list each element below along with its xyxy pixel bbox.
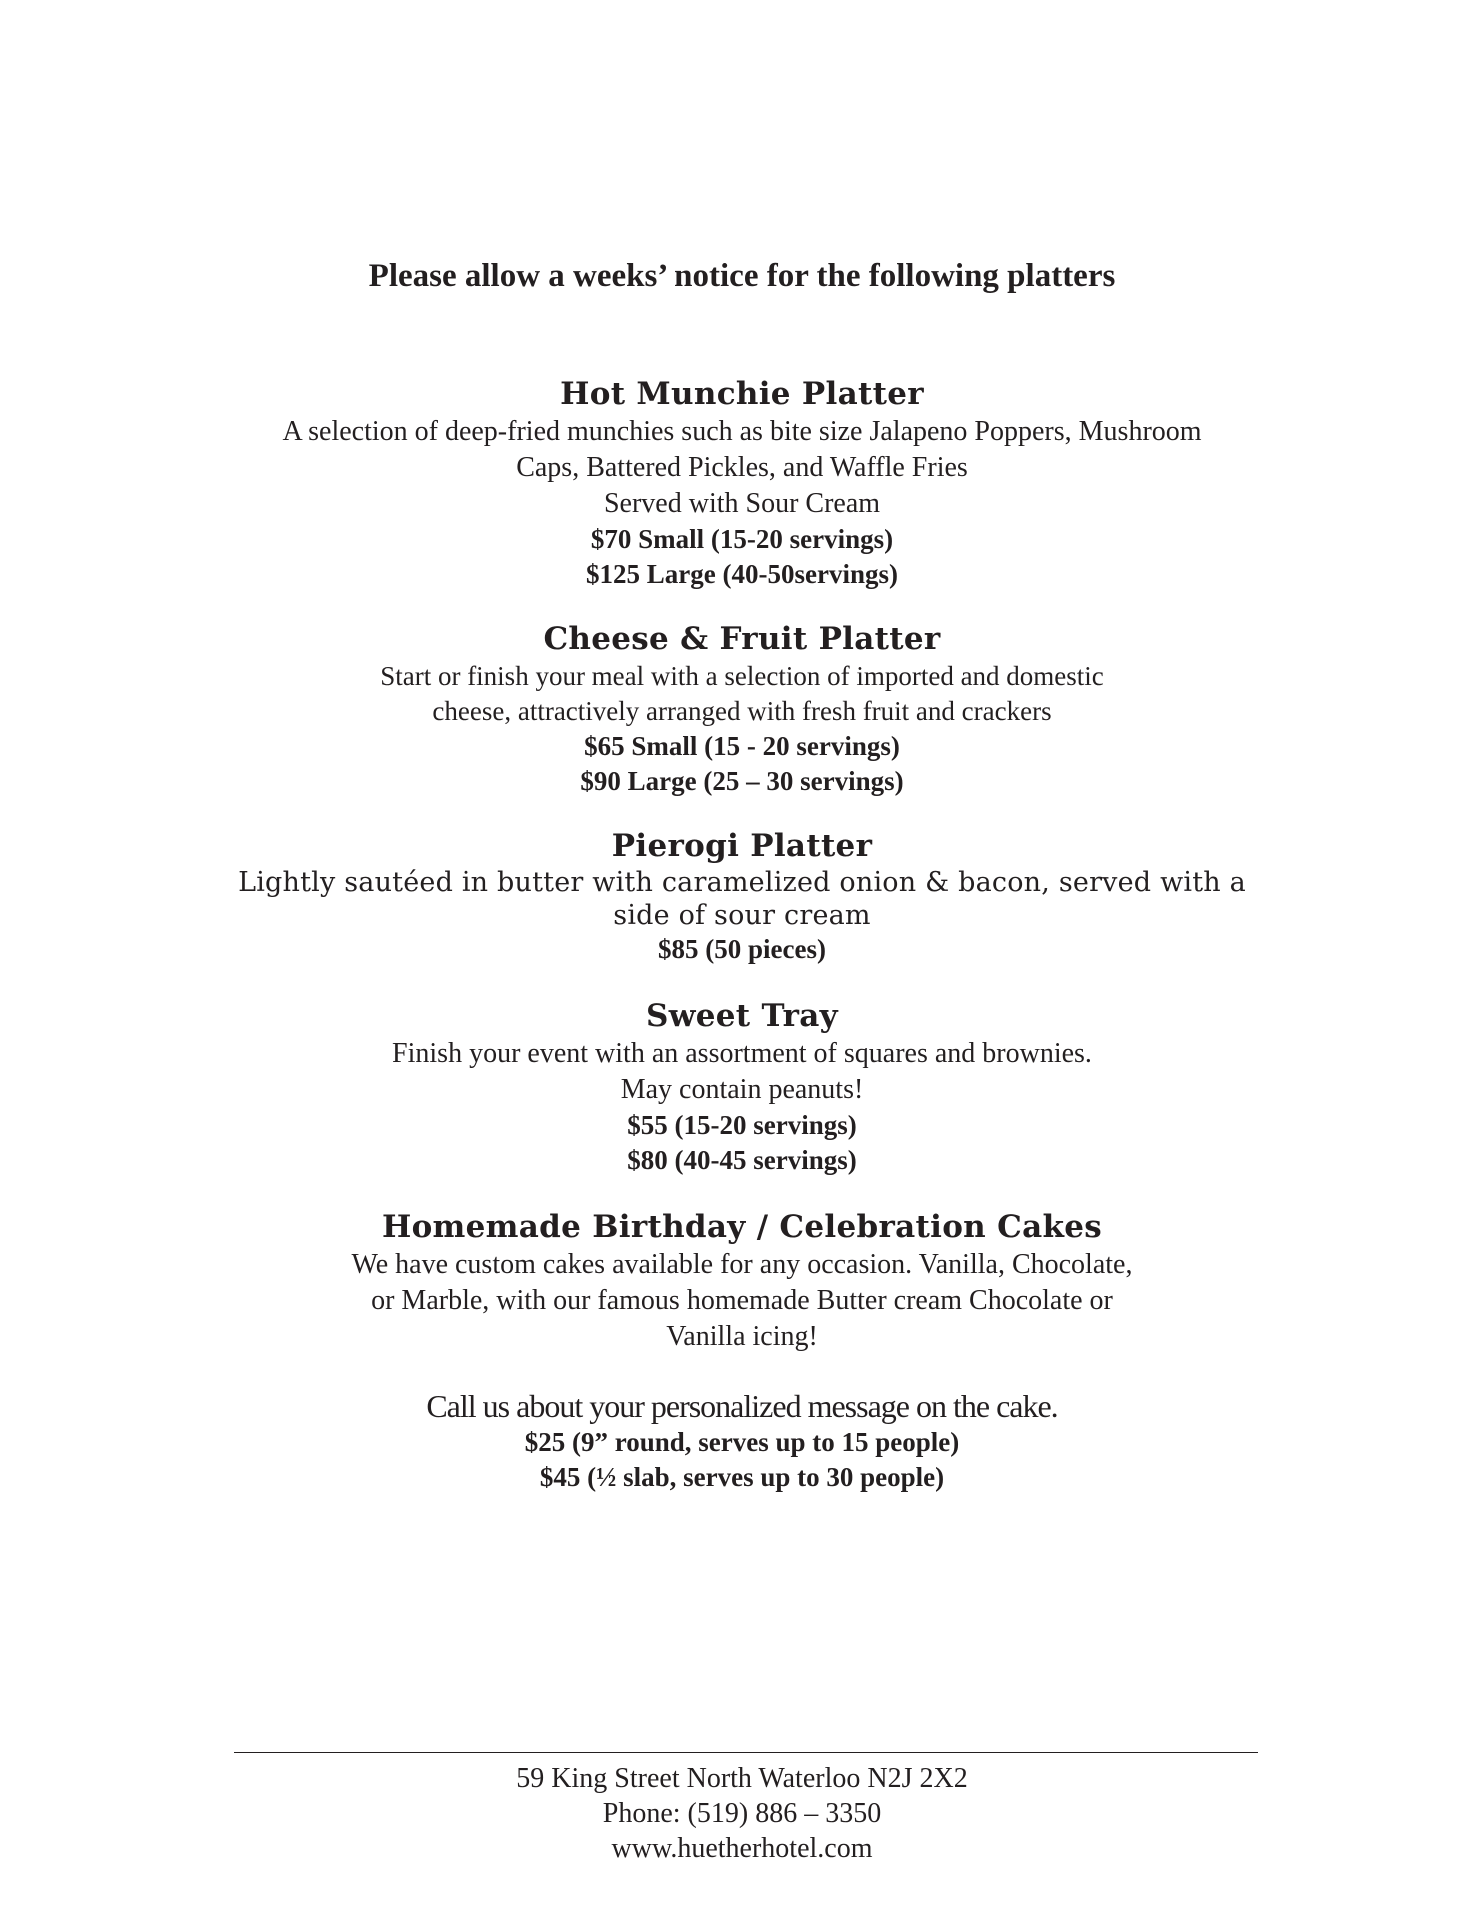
section-title: Homemade Birthday / Celebration Cakes	[381, 1209, 1103, 1245]
section-description: or Marble, with our famous homemade Butter cream Chocolate or	[371, 1285, 1113, 1316]
price-line: $80 (40-45 servings)	[627, 1145, 857, 1175]
section-hot-munchie-platter	[150, 374, 1334, 592]
section-celebration-cakes	[150, 1207, 1334, 1495]
section-title: Hot Munchie Platter	[560, 376, 924, 412]
section-description: Served with Sour Cream	[603, 488, 881, 519]
section-description: side of sour cream	[613, 900, 871, 931]
price-line: $125 Large (40-50servings)	[586, 559, 898, 589]
section-pierogi-platter	[150, 826, 1334, 967]
price-line: $45 (½ slab, serves up to 30 people)	[539, 1462, 945, 1492]
price-line: $25 (9” round, serves up to 15 people)	[524, 1427, 960, 1457]
footer-divider	[234, 1752, 1258, 1753]
price-line: $90 Large (25 – 30 servings)	[580, 766, 904, 796]
footer	[0, 1761, 1484, 1866]
price-line: $65 Small (15 - 20 servings)	[584, 731, 900, 761]
footer-phone: Phone: (519) 886 – 3350	[602, 1798, 882, 1829]
section-description: Lightly sautéed in butter with caramelized onion & bacon, served with a	[238, 867, 1246, 898]
section-description: A selection of deep-fried munchies such as bite size Jalapeno Poppers, Mushroom	[282, 416, 1202, 447]
cake-message-callout: Call us about your personalized message on the cake.	[426, 1388, 1058, 1424]
footer-website: www.huetherhotel.com	[611, 1833, 873, 1864]
section-description: We have custom cakes available for any occasion. Vanilla, Chocolate,	[351, 1249, 1133, 1280]
section-sweet-tray	[150, 996, 1334, 1178]
section-description: May contain peanuts!	[620, 1074, 864, 1105]
section-description: cheese, attractively arranged with fresh fruit and crackers	[432, 696, 1052, 726]
section-title: Cheese & Fruit Platter	[543, 621, 941, 657]
price-line: $55 (15-20 servings)	[627, 1110, 857, 1140]
footer-address: 59 King Street North Waterloo N2J 2X2	[516, 1763, 968, 1794]
section-description: Caps, Battered Pickles, and Waffle Fries	[516, 452, 968, 483]
section-title: Pierogi Platter	[611, 828, 873, 864]
section-description: Vanilla icing!	[666, 1321, 818, 1352]
section-description: Start or finish your meal with a selection of imported and domestic	[380, 661, 1104, 691]
section-description: Finish your event with an assortment of squares and brownies.	[392, 1038, 1092, 1069]
notice-heading: Please allow a weeks’ notice for the following platters	[368, 258, 1116, 294]
section-title: Sweet Tray	[646, 998, 838, 1034]
price-line: $70 Small (15-20 servings)	[590, 524, 894, 554]
price-line: $85 (50 pieces)	[658, 934, 826, 964]
section-cheese-fruit-platter	[150, 619, 1334, 799]
